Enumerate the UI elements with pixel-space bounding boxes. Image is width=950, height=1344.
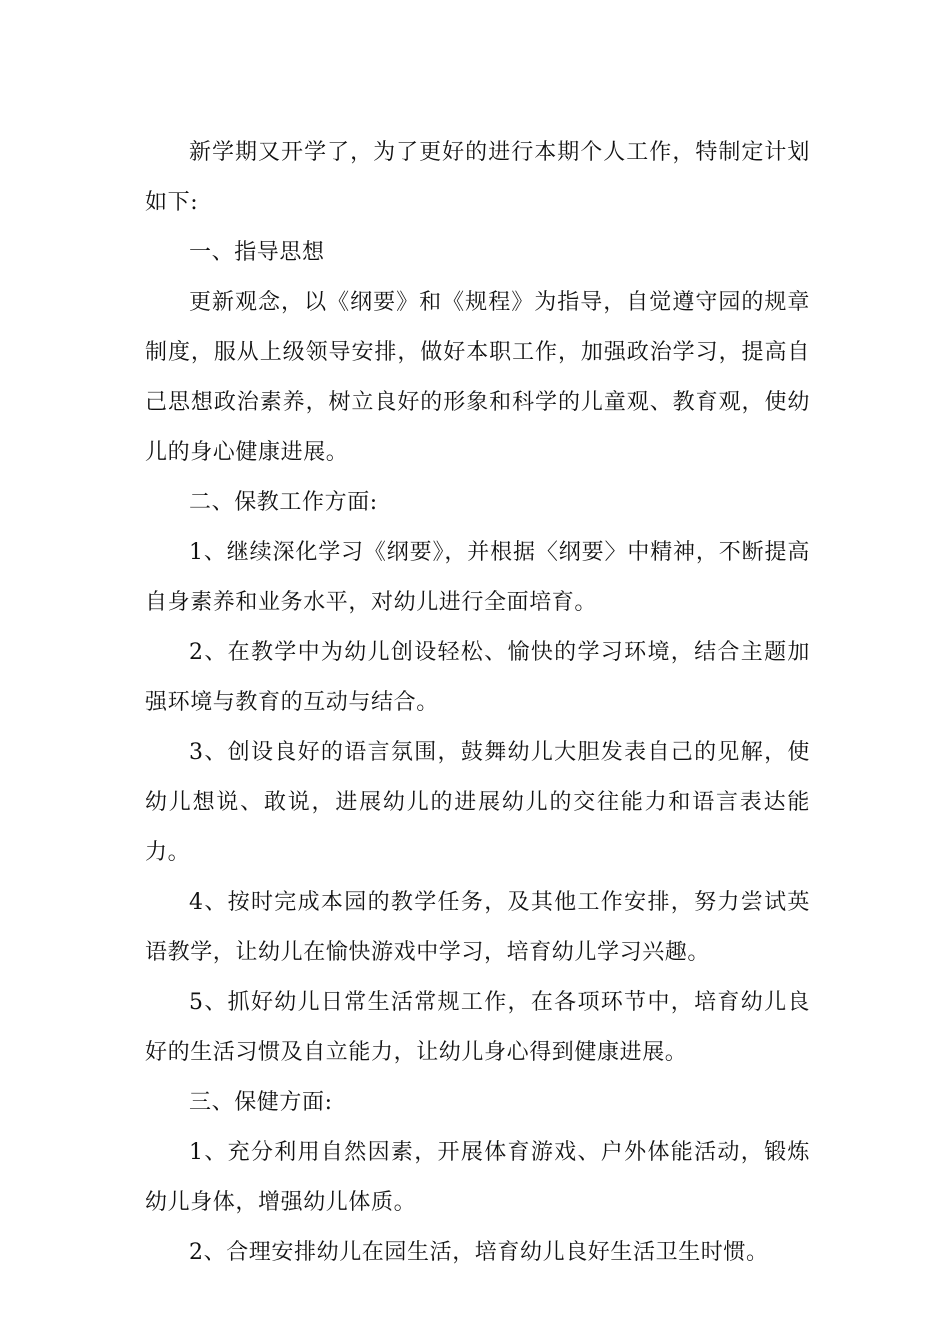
section-heading-education-work: 二、保教工作方面: [189, 490, 378, 515]
section-heading-health-care: 三、保健方面: [189, 1090, 333, 1115]
section-heading-guiding-ideology: 一、指导思想 [189, 240, 325, 265]
education-item-1: 1、继续深化学习《纲要》，并根据〈纲要〉中精神，不断提高自身素养和业务水平，对幼儿进行全面培育。 [145, 540, 810, 615]
education-item-3: 3、创设良好的语言氛围，鼓舞幼儿大胆发表自己的见解，使幼儿想说、敢说，进展幼儿的进展幼儿的交往能力和语言表达能力。 [145, 740, 810, 865]
education-item-4: 4、按时完成本园的教学任务，及其他工作安排，努力尝试英语教学，让幼儿在愉快游戏中学习，培育幼儿学习兴趣。 [145, 890, 810, 965]
education-item-5: 5、抓好幼儿日常生活常规工作，在各项环节中，培育幼儿良好的生活习惯及自立能力，让幼儿身心得到健康进展。 [145, 990, 810, 1065]
document-body [145, 128, 810, 1278]
intro-paragraph: 新学期又开学了，为了更好的进行本期个人工作，特制定计划如下: [145, 140, 810, 215]
health-item-1: 1、充分利用自然因素，开展体育游戏、户外体能活动，锻炼幼儿身体，增强幼儿体质。 [145, 1140, 810, 1215]
guiding-ideology-paragraph: 更新观念，以《纲要》和《规程》为指导，自觉遵守园的规章制度，服从上级领导安排，做好本职工作，加强政治学习，提高自己思想政治素养，树立良好的形象和科学的儿童观、教育观，使幼儿的身心健康进展。 [145, 290, 810, 465]
education-item-2: 2、在教学中为幼儿创设轻松、愉快的学习环境，结合主题加强环境与教育的互动与结合。 [145, 640, 810, 715]
health-item-2: 2、合理安排幼儿在园生活，培育幼儿良好生活卫生时惯。 [189, 1240, 769, 1265]
